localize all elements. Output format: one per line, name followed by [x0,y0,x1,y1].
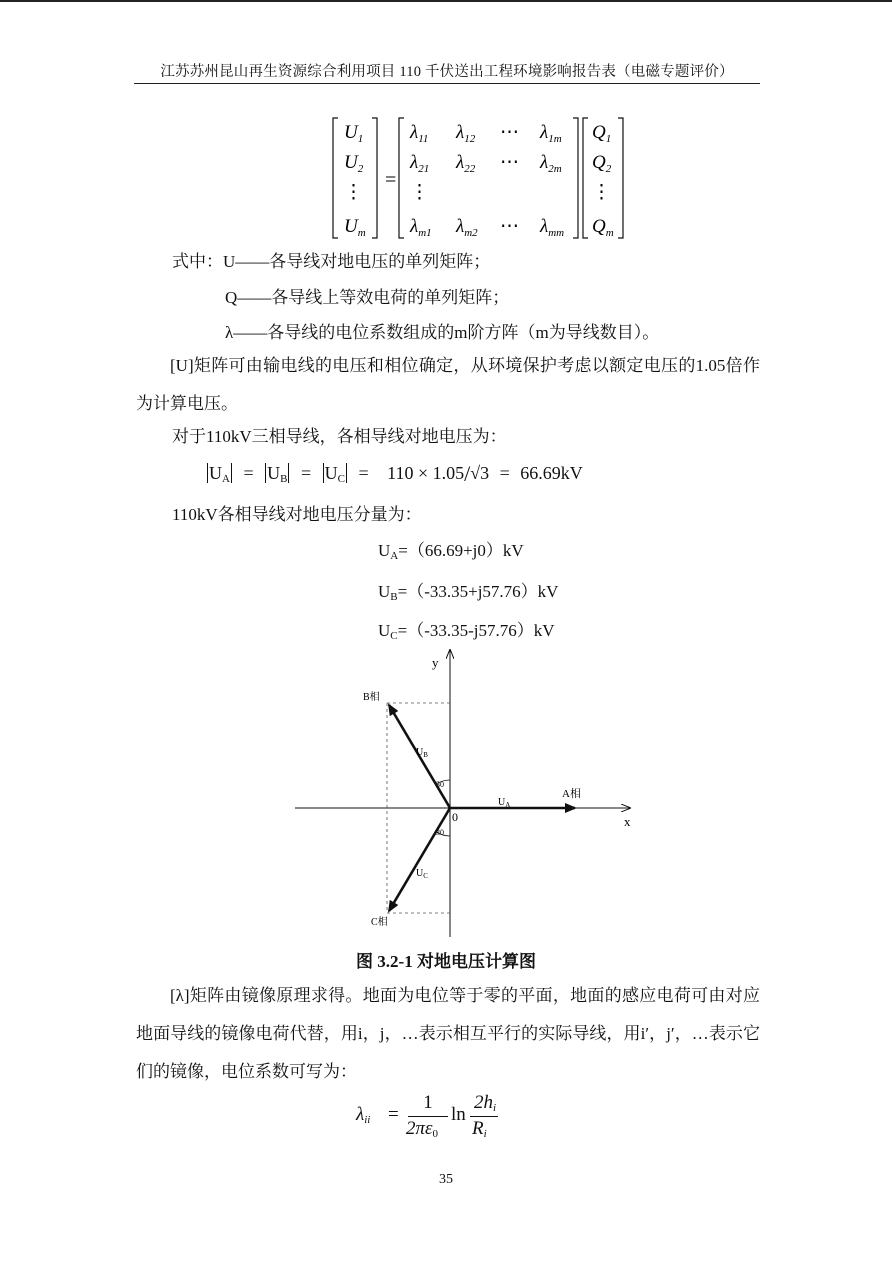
lambda-entry: $\lambda_{m2}$ [456,216,478,239]
phasor-diagram [290,645,640,940]
uc-label: $U_C$ [416,868,428,880]
rhs-entry: $Q_1$ [592,122,612,145]
paragraph-u-text: [U]矩阵可由输电线的电压和相位确定，从环境保护考虑以额定电压的1.05倍作为计算电压。 [136,356,760,413]
magnitude-formula: $U_A = U_B = U_C = 110 \times 1.05/√3 = 66.69kV$ [209,461,583,486]
lambda-entry: $\lambda_{2m}$ [540,152,562,175]
line-110kv: 对于110kV三相导线，各相导线对地电压为： [172,427,507,446]
formula-num2: $2h_i$ [473,1092,497,1114]
component-uc: $U_C=(-33.35-j57.76)kV$ [378,621,555,642]
page-number: 35 [439,1172,453,1187]
paragraph-lambda-text: [λ]矩阵由镜像原理求得。地面为电位等于零的平面，地面的感应电荷可由对应地面导线的镜像电荷代替，用i，j，…表示相互平行的实际导线，用i′，j′，…表示它们的镜像，电位系数可写为： [136,986,760,1081]
header-rule [134,83,760,84]
ub-label: $U_B$ [416,747,428,759]
equals-sign: = [385,169,397,191]
line-components: 110kV各相导线对地电压分量为： [172,505,422,524]
angle-bottom-label: 30 [436,828,444,837]
page-header: 江苏苏州昆山再生资源综合利用项目 110 千伏送出工程环境影响报告表（电磁专题评价） [160,64,734,80]
formula-lhs: $\lambda_{ii}$ [356,1104,371,1126]
lhs-entry: $U_2$ [344,152,364,175]
lambda-entry: $\lambda_{1m}$ [540,122,562,145]
rhs-entry: $Q_2$ [592,152,612,175]
lambda-entry: $\lambda_{m1}$ [410,216,432,239]
rhs-entry: ⋮ [592,182,611,203]
c-phase-label: C相 [371,917,388,928]
ua-label: $U_A$ [498,797,511,809]
origin-label: 0 [452,810,458,824]
lambda-entry: ⋯ [500,152,519,173]
x-axis-label: x [624,814,631,829]
b-phase-label: B相 [363,692,380,703]
component-ub: $U_B=(-33.35+j57.76)kV$ [378,582,559,603]
angle-top-label: 30 [436,780,444,789]
rhs-entry: $Q_m$ [592,216,614,239]
component-ua: $U_A=(66.69+j0)kV$ [378,541,524,562]
lambda-entry: ⋮ [410,182,429,203]
matrix-equation [330,114,640,242]
lambda-entry: $\lambda_{21}$ [410,152,430,175]
formula-den2: $R_i$ [472,1118,487,1140]
lambda-entry: $\lambda_{12}$ [456,122,476,145]
lambda-entry: $\lambda_{11}$ [410,122,429,145]
paragraph-u-matrix [136,347,760,423]
lhs-entry: $U_1$ [344,122,364,145]
lhs-entry: ⋮ [344,182,363,203]
lhs-entry: $U_m$ [344,216,366,239]
lambda-entry: ⋯ [500,122,519,143]
lambda-entry: ⋯ [500,216,519,237]
lambda-entry: $\lambda_{22}$ [456,152,476,175]
formula-ln: ln [451,1104,466,1125]
formula-den1: $2\pi\varepsilon_0$ [406,1118,439,1140]
paragraph-lambda-matrix [136,977,760,1091]
lambda-entry: $\lambda_{mm}$ [540,216,565,239]
definition-u: 式中：U——各导线对地电压的单列矩阵； [172,252,491,271]
formula-eq: = [388,1104,399,1125]
y-axis-label: y [432,655,439,670]
phasor-uc [389,808,450,911]
figure-caption: 图 3.2-1 对地电压计算图 [356,952,536,971]
definition-q: Q——各导线上等效电荷的单列矩阵； [225,288,510,307]
top-border [0,0,892,2]
definition-lambda: λ——各导线的电位系数组成的m阶方阵（m为导线数目）。 [225,323,660,342]
a-phase-label: A相 [562,788,581,800]
formula-num1: 1 [423,1092,433,1113]
